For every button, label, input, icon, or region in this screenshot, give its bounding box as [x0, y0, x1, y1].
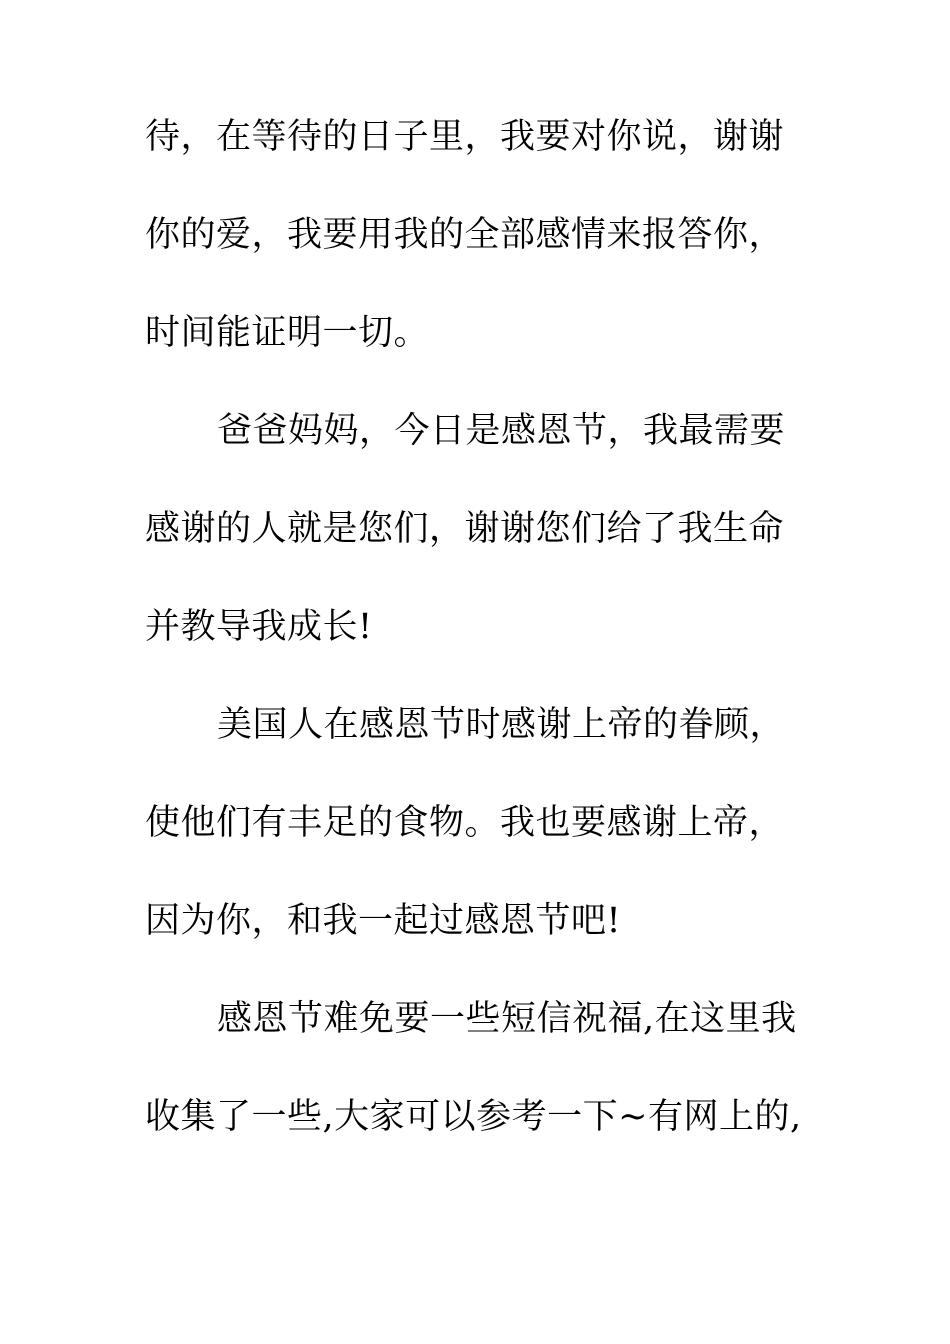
body-text [145, 117, 810, 1198]
paragraph-first-line: 美国人在感恩节时感谢上帝的眷顾， [217, 705, 786, 745]
text-line: 你的爱，我要用我的全部感情来报答你， [145, 215, 785, 255]
text-line: 并教导我成长! [145, 607, 373, 647]
text-line: 收集了一些,大家可以参考一下~有网上的, [145, 1097, 802, 1137]
paragraph-first-line: 爸爸妈妈，今日是感恩节，我最需要 [217, 411, 786, 451]
paragraph-first-line: 感恩节难免要一些短信祝福,在这里我 [217, 999, 797, 1039]
text-line: 使他们有丰足的食物。我也要感谢上帝， [145, 803, 785, 843]
text-line: 因为你，和我一起过感恩节吧! [145, 901, 622, 941]
text-line: 待，在等待的日子里，我要对你说，谢谢 [145, 117, 785, 157]
text-line: 时间能证明一切。 [145, 313, 430, 353]
text-line: 感谢的人就是您们，谢谢您们给了我生命 [145, 509, 785, 549]
